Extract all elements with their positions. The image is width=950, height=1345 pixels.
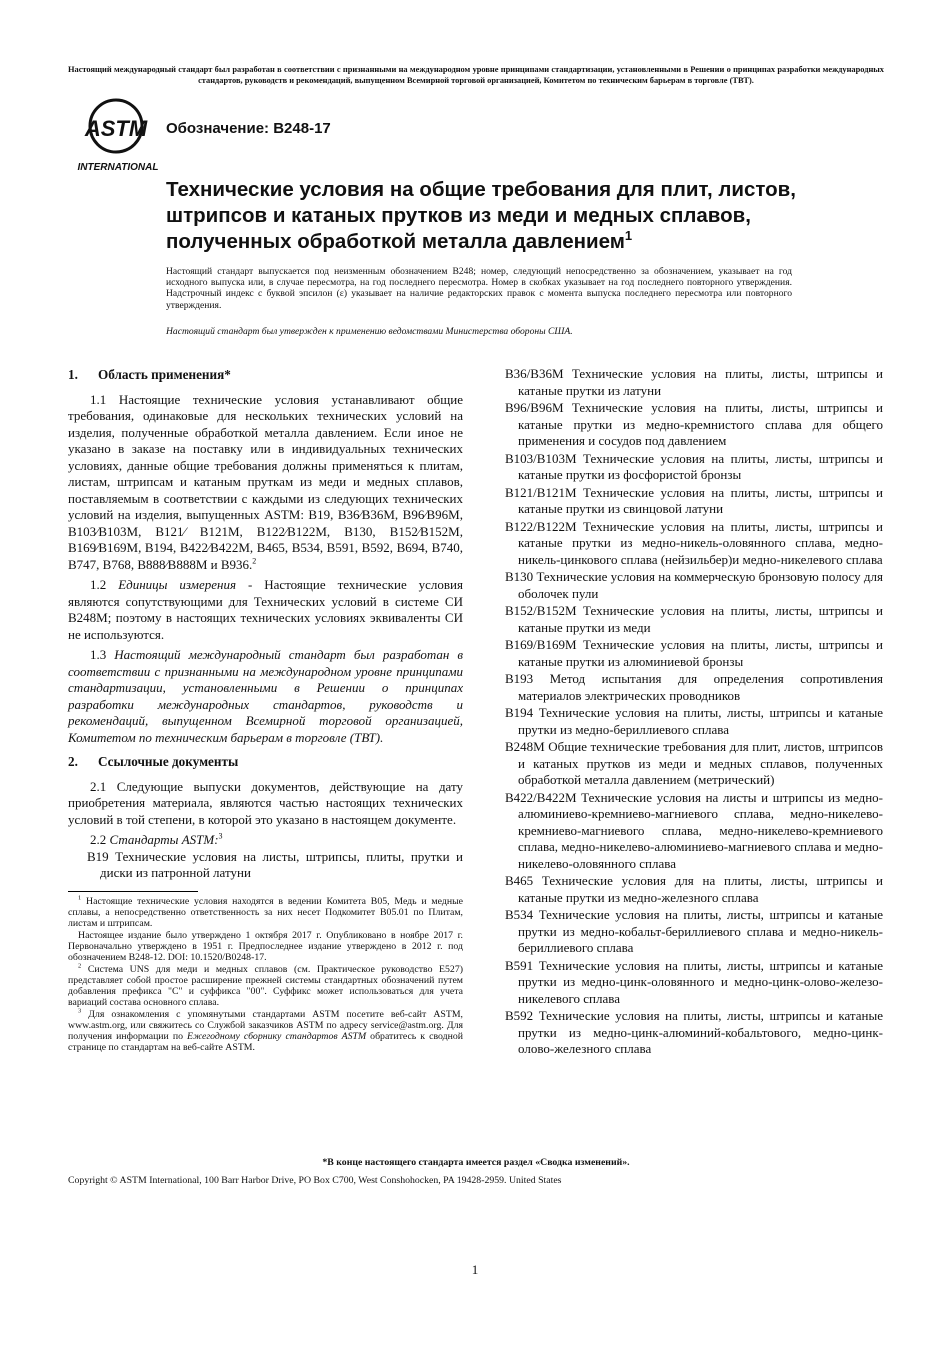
issued-statement: Настоящий стандарт выпускается под неизменным обозначением B248; номер, следующий непосредственно за обозначением, указывает на год исходного выпуска или, в случае пересмотра, на год последнего пересмотра. Номер в скобках указывает на год последнего повторного утверждения. Надстрочный индекс с буквой эпсилон (ε) указывает на наличие редакторских правок с момента выпуска последнего пересмотра или повторного утверждения. [166, 266, 792, 311]
paragraph-1-3-text: Настоящий международный стандарт был разработан в соответствии с признанными на международном уровне принципами стандартизации, установленными в Решении о принципах разработки международных стандартов, руководств и рекомендаций, выпущенном Всемирной торговой организацией, Комитетом по техническим барьерам в торговле (ТВТ). [68, 647, 464, 745]
paragraph-1-1-text: 1.1 Настоящие технические условия устанавливают общие требования, одинаковые для нескольких технических условий на изделия, полученные обработкой металла давлением. Если иное не указано в заказе на поставку или в индивидуальных технических условиях, данные общие требования должны применяться к плитам, листам, штрипсам и катаным пруткам из меди и медных сплавов, поставляемым в соответствии с каждыми из следующих технических условий на изделия, выпущенных ASTM: B19, B36⁄B36M, B96⁄B96M, B103⁄B103M, B121⁄ B121M, B122⁄B122M, B130, B152⁄B152M, B169⁄B169M, B194, B422⁄B422M, B465, B534, B591, B592, B694, B740, B747, B768, B888⁄B888M и B936. [68, 391, 463, 572]
reference-b19: B19 Технические условия на листы, штрипсы, плиты, прутки и диски из патронной латуни [87, 848, 463, 880]
footnote-2 [68, 964, 463, 1008]
reference-item: B465 Технические условия для на плиты, листы, штрипсы и катаные прутки из медно-железного сплава [505, 873, 883, 905]
copyright: Copyright © ASTM International, 100 Barr Harbor Drive, PO Box C700, West Conshohocken, PA 19428-2959. United States [68, 1175, 562, 1186]
reference-item: B193 Метод испытания для определения сопротивления материалов электрических проводников [505, 671, 883, 703]
astm-standards-label: Стандарты ASTM: [109, 832, 219, 847]
paragraph-1-2-num: 1.2 [90, 577, 107, 592]
footnote-3-text-a: Для ознакомления с упомянутыми стандартами ASTM посетите веб-сайт ASTM, www.astm.org, или свяжитесь со Службой заказчиков ASTM по адресу service@astm.org. Для получения информации по [68, 1008, 464, 1042]
reference-item: B169/B169M Технические условия на плиты, листы, штрипсы и катаные прутки из алюминиевой бронзы [505, 637, 883, 669]
title-footnote-mark: 1 [624, 228, 633, 244]
designation: Обозначение: B248-17 [166, 120, 331, 137]
paragraph-1-3 [68, 647, 463, 746]
reference-item: B121/B121M Технические условия на плиты, листы, штрипсы и катаные прутки из свинцовой латуни [505, 484, 883, 516]
header-notice: Настоящий международный стандарт был разработан в соответствии с признанными на международном уровне принципами стандартизации, установленными в Решении о принципах разработки международных стандартов, руководств и рекомендаций, выпущенном Всемирной торговой организацией, Комитетом по техническим барьерам в торговле (ТВТ). [68, 65, 884, 85]
footnote-2-text: Система UNS для меди и медных сплавов (см. Практическое руководство E527) представляет собой простое расширение прежней системы стандартных обозначений путем добавления префикса "C" и суффикса "00". Суффикс может использоваться для учета вариаций состава основного сплава. [68, 963, 463, 1008]
reference-item: B592 Технические условия на плиты, листы, штрипсы и катаные прутки из медно-цинк-алюминий-кобальтового, медно-цинк-олово-железного сплава [505, 1008, 883, 1056]
section-2-heading [68, 754, 463, 771]
section-2-number: 2. [68, 754, 78, 769]
paragraph-1-2 [68, 577, 463, 643]
footnote-1 [68, 896, 463, 929]
footnote-divider [68, 891, 198, 892]
paragraph-2-2-num: 2.2 [90, 832, 107, 847]
section-1-title: Область применения* [98, 367, 231, 382]
annual-book-title: Ежегодному сборнику стандартов ASTM [187, 1030, 367, 1042]
footnote-1-text: Настоящие технические условия находятся в ведении Комитета B05, Медь и медные сплавы, а непосредственно ответственность за них несет Подкомитет B05.01 по Плитам, листам и штрипсам. [68, 895, 463, 929]
reference-item: B130 Технические условия на коммерческую бронзовую полосу для оболочек пули [505, 569, 883, 601]
logo-international: INTERNATIONAL [77, 162, 159, 172]
paragraph-1-3-num: 1.3 [90, 647, 107, 662]
footnote-1-edition: Настоящее издание было утверждено 1 октября 2017 г. Опубликовано в ноябре 2017 г. Первоначально утверждено в 1951 г. Предпоследнее издание утверждено в 2012 г. под обозначением B248-12. DOI: 10.1520/B0248-17. [68, 929, 463, 963]
page-number: 1 [471, 1262, 479, 1277]
units-label: Единицы измерения [118, 577, 236, 592]
reference-item: B122/B122M Технические условия на плиты, листы, штрипсы и катаные прутки из медно-никель-оловянного сплава, медно-никель-цинкового сплава (нейзильбер)и медно-никелевого сплава [505, 518, 883, 567]
paragraph-2-2 [68, 832, 463, 849]
summary-of-changes-note: *В конце настоящего стандарта имеется раздел «Сводка изменений». [322, 1157, 630, 1168]
reference-item: B36/B36M Технические условия на плиты, листы, штрипсы и катаные прутки из латуни [505, 366, 883, 398]
paragraph-1-1 [68, 392, 463, 574]
document-title [166, 177, 866, 255]
footnote-1-mark: 1 [78, 894, 82, 902]
paragraph-2-1: 2.1 Следующие выпуски документов, действующие на дату приобретения материала, являются частью настоящих технических условий в той степени, в которой это указано в настоящем документе. [68, 778, 463, 827]
footnote-2-mark: 2 [78, 962, 82, 970]
footnote-ref-3: 3 [218, 831, 223, 841]
reference-item: B194 Технические условия на плиты, листы, штрипсы и катаные прутки из медно-бериллиевого сплава [505, 705, 883, 737]
astm-logo-icon [76, 98, 160, 172]
reference-item: B422/B422M Технические условия на листы и штрипсы из медно-алюминиево-кремниево-магниевого сплава, медно-никелево-кремниево-магниевого сплава, медно-никелево-кремниевого сплава, медно-никелево-алюминиево-магниевого сплава и медно-никелево-оловянного сплава [505, 789, 883, 871]
footnote-3 [68, 1009, 463, 1053]
left-column [68, 366, 463, 1054]
right-column [505, 366, 883, 1059]
astm-logo [76, 98, 160, 172]
reference-item: B534 Технические условия на плиты, листы, штрипсы и катаные прутки из медно-кобальт-бериллиевого сплава и медно-никель-бериллиевого сплава [505, 907, 883, 955]
reference-item: B103/B103M Технические условия на плиты, листы, штрипсы и катаные прутки из фосфористой бронзы [505, 450, 883, 482]
approved-statement: Настоящий стандарт был утвержден к применению ведомствами Министерства обороны США. [166, 326, 573, 337]
title-text: Технические условия на общие требования для плит, листов, штрипсов и катаных прутков из меди и медных сплавов, полученных обработкой металла давлением [166, 178, 796, 253]
section-1-heading [68, 367, 463, 384]
reference-item: B96/B96M Технические условия на плиты, листы, штрипсы и катаные прутки из медно-кремнистого сплава для общего применения и сосудов под давлением [505, 400, 883, 448]
section-1-number: 1. [68, 367, 78, 382]
reference-item: B152/B152M Технические условия на плиты, листы, штрипсы и катаные прутки из меди [505, 603, 883, 635]
footnote-3-mark: 3 [78, 1007, 82, 1015]
footnote-3-text-b: обратитесь к сводной странице по стандартам на веб-сайте ASTM. [68, 1030, 463, 1053]
section-2-title: Ссылочные документы [98, 754, 239, 769]
footnote-ref-2: 2 [252, 556, 257, 566]
paragraph-1-2-text: - Настоящие технические условия являются сопутствующими для Технических условий в системе СИ B248M; поэтому в настоящих технических условиях эквиваленты СИ не используются. [68, 577, 463, 642]
logo-text: ASTM [84, 116, 148, 141]
reference-item: B591 Технические условия на плиты, листы, штрипсы и катаные прутки из медно-цинк-оловянного и медно-цинк-олово-железо-никелевого сплава [505, 957, 883, 1006]
reference-item: B248M Общие технические требования для плит, листов, штрипсов и катаных прутков из меди и медных сплавов, полученных обработкой металла давлением (метрический) [505, 739, 883, 787]
